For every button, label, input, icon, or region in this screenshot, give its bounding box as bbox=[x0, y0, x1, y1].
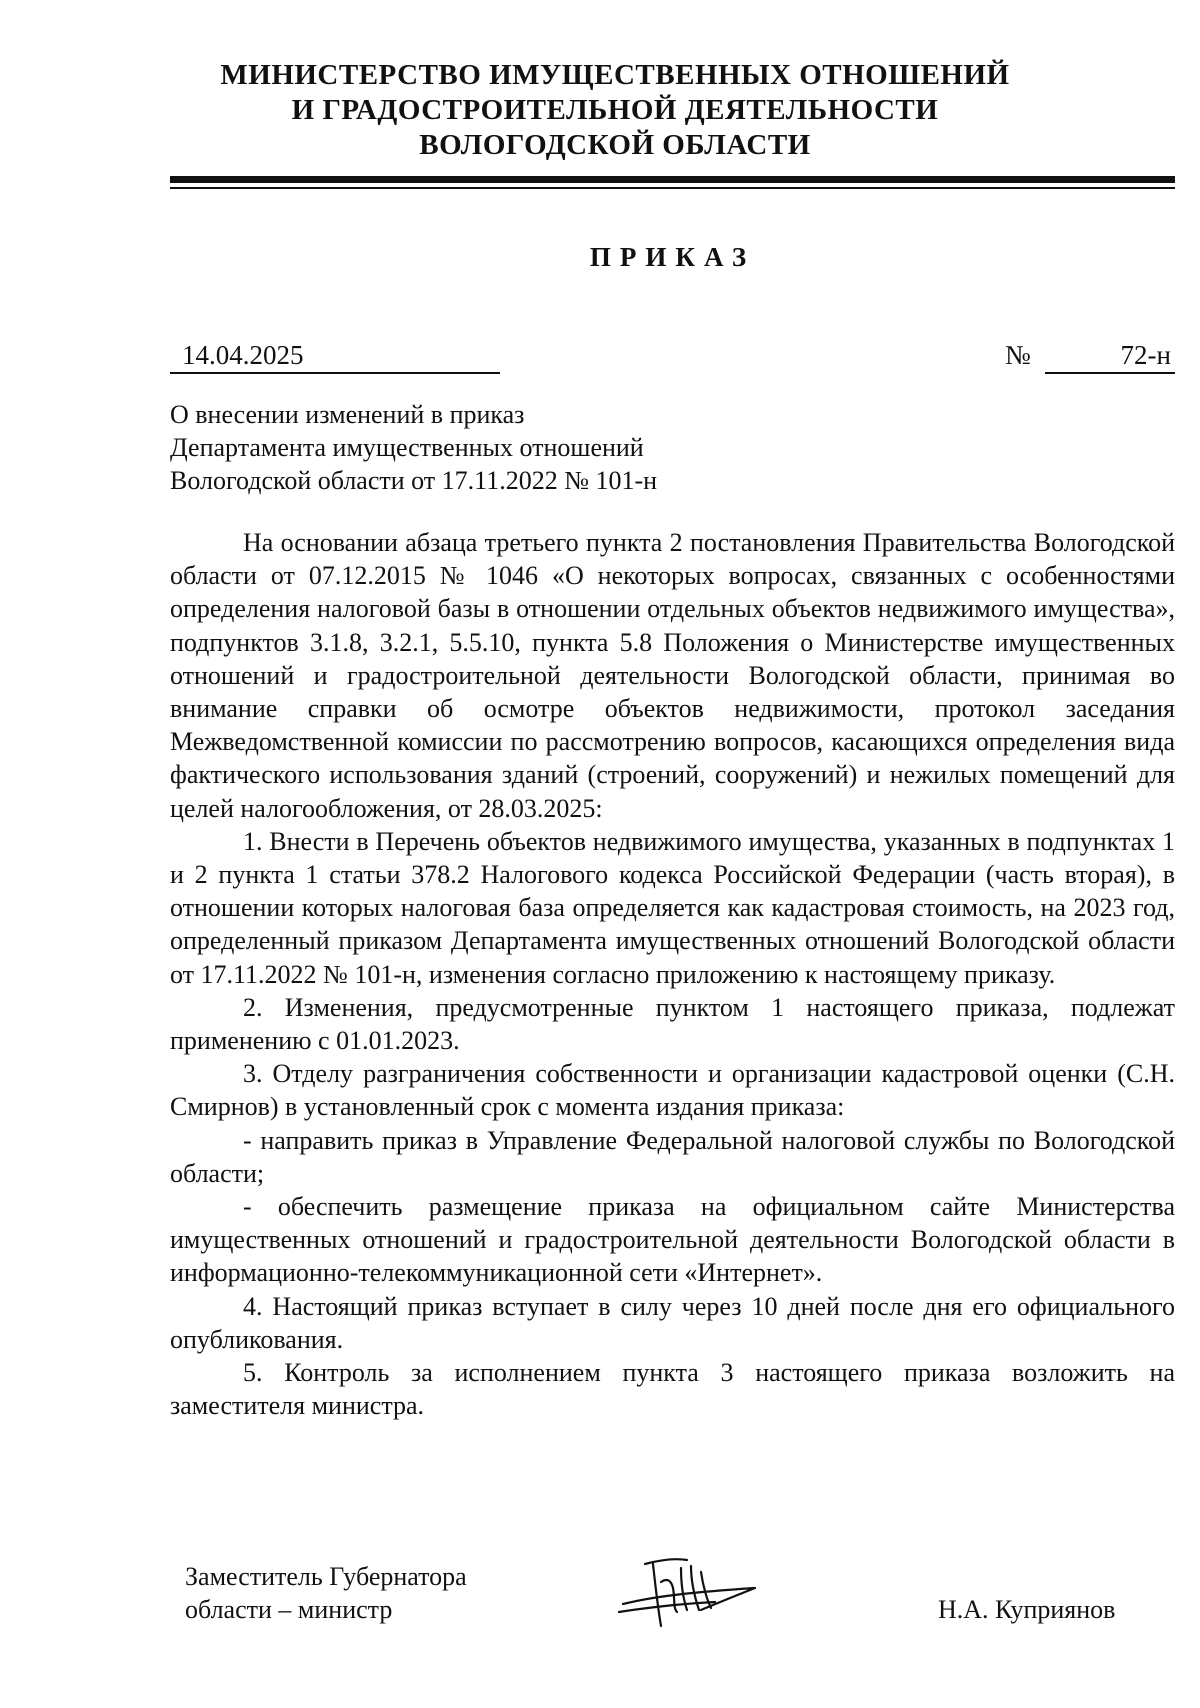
header-line-2: И ГРАДОСТРОИТЕЛЬНОЙ ДЕЯТЕЛЬНОСТИ bbox=[291, 94, 939, 126]
document-title: ПРИКАЗ bbox=[589, 242, 756, 272]
position-line-2: области – министр bbox=[185, 1595, 393, 1624]
signatory-position bbox=[185, 1560, 467, 1626]
item-4-paragraph: 4. Настоящий приказ вступает в силу через 10 дней после дня его официального опубликования. bbox=[170, 1291, 1175, 1354]
subject-line-2: Департамента имущественных отношений bbox=[170, 433, 644, 462]
item-3-sub-2-paragraph: - обеспечить размещение приказа на официальном сайте Министерства имущественных отношений и градостроительной деятельности Вологодской области в информационно-телекоммуникационной сети «Интернет». bbox=[170, 1192, 1175, 1288]
order-date: 14.04.2025 bbox=[170, 338, 500, 374]
order-number: 72-н bbox=[1045, 338, 1175, 374]
ministry-header bbox=[170, 58, 1060, 163]
item-3-paragraph: 3. Отделу разграничения собственности и организации кадастровой оценки (С.Н. Смирнов) в установленный срок с момента издания приказа: bbox=[170, 1059, 1175, 1122]
item-3-sub-1-paragraph: - направить приказ в Управление Федеральной налоговой службы по Вологодской области; bbox=[170, 1125, 1175, 1188]
item-5-paragraph: 5. Контроль за исполнением пункта 3 настоящего приказа возложить на заместителя министра. bbox=[170, 1358, 1175, 1421]
order-body bbox=[170, 526, 1175, 1422]
header-rule-thin bbox=[170, 187, 1175, 189]
subject-line-3: Вологодской области от 17.11.2022 № 101-н bbox=[170, 466, 658, 495]
item-2-paragraph: 2. Изменения, предусмотренные пунктом 1 настоящего приказа, подлежат применению с 01.01.2023. bbox=[170, 992, 1175, 1056]
header-rule-thick bbox=[170, 176, 1175, 183]
preamble-paragraph: На основании абзаца третьего пункта 2 постановления Правительства Вологодской области от 07.12.2015 № 1046 «О некоторых вопросах, связанных с особенностями определения налоговой базы в отношении отдельных объектов недвижимого имущества», подпунктов 3.1.8, 3.2.1, 5.5.10, пункта 5.8 Положения о Министерстве имущественных отношений и градостроительной деятельности Вологодской области, принимая во внимание справки об осмотре объектов недвижимости, протокол заседания Межведомственной комиссии по рассмотрению вопросов, касающихся определения вида фактического использования зданий (строений, сооружений) и нежилых помещений для целей налогообложения, от 28.03.2025: bbox=[170, 528, 1175, 823]
item-1-paragraph: 1. Внести в Перечень объектов недвижимого имущества, указанных в подпунктах 1 и 2 пункта 1 статьи 378.2 Налогового кодекса Российской Федерации (часть вторая), в отношении которых налоговая база определяется как кадастровая стоимость, на 2023 год, определенный приказом Департамента имущественных отношений Вологодской области от 17.11.2022 № 101-н, изменения согласно приложению к настоящему приказу. bbox=[170, 826, 1175, 989]
order-number-sign: № bbox=[1005, 340, 1031, 370]
handwritten-signature bbox=[615, 1542, 765, 1632]
header-line-1: МИНИСТЕРСТВО ИМУЩЕСТВЕННЫХ ОТНОШЕНИЙ bbox=[220, 59, 1010, 91]
signatory-name: Н.А. Куприянов bbox=[938, 1595, 1116, 1624]
order-subject bbox=[170, 398, 770, 497]
position-line-1: Заместитель Губернатора bbox=[185, 1562, 467, 1591]
header-line-3: ВОЛОГОДСКОЙ ОБЛАСТИ bbox=[419, 129, 811, 161]
subject-line-1: О внесении изменений в приказ bbox=[170, 400, 525, 429]
